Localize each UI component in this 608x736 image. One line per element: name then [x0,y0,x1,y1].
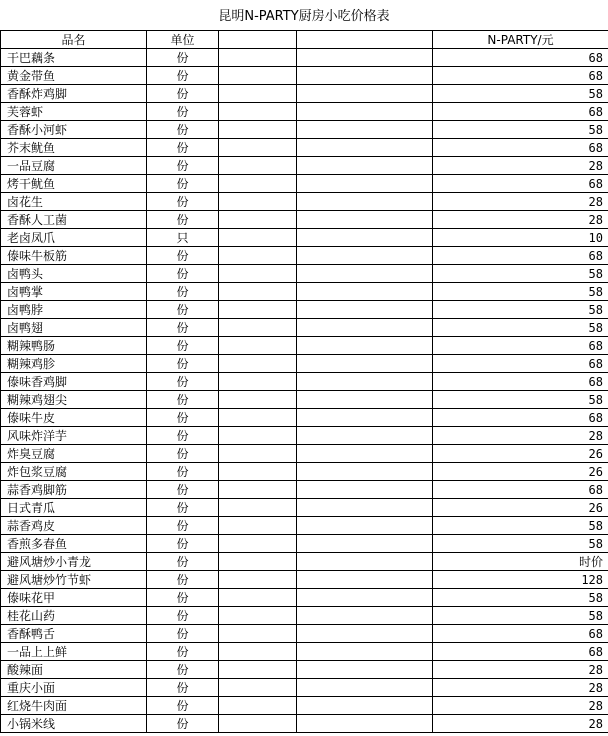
table-row [1,427,608,445]
table-row [1,301,608,319]
cell-empty[interactable] [297,715,433,733]
table-row [1,229,608,247]
cell-empty[interactable] [219,67,297,85]
cell-empty[interactable] [219,481,297,499]
cell-empty[interactable] [219,697,297,715]
table-row [1,193,608,211]
cell-price[interactable]: 58 [433,607,608,625]
cell-price[interactable]: 68 [433,355,608,373]
cell-empty[interactable] [297,517,433,535]
cell-empty[interactable] [219,589,297,607]
cell-price[interactable]: 26 [433,445,608,463]
cell-name[interactable]: 傣味牛板筋 [1,247,147,265]
cell-price[interactable]: 58 [433,85,608,103]
cell-unit[interactable]: 份 [147,247,219,265]
cell-empty[interactable] [297,139,433,157]
cell-empty[interactable] [219,373,297,391]
cell-name[interactable]: 小锅米线 [1,715,147,733]
cell-empty[interactable] [297,103,433,121]
cell-price[interactable]: 58 [433,265,608,283]
cell-empty[interactable] [297,535,433,553]
table-row [1,373,608,391]
cell-empty[interactable] [297,67,433,85]
cell-empty[interactable] [219,283,297,301]
table-row [1,283,608,301]
cell-price[interactable]: 68 [433,139,608,157]
table-row [1,247,608,265]
cell-name[interactable]: 卤鸭头 [1,265,147,283]
cell-price[interactable]: 68 [433,247,608,265]
table-row [1,661,608,679]
cell-empty[interactable] [219,427,297,445]
cell-empty[interactable] [297,373,433,391]
cell-unit[interactable]: 份 [147,697,219,715]
cell-unit[interactable]: 份 [147,67,219,85]
cell-empty[interactable] [219,463,297,481]
cell-price[interactable]: 68 [433,175,608,193]
cell-name[interactable]: 香酥炸鸡脚 [1,85,147,103]
cell-empty[interactable] [297,589,433,607]
cell-name[interactable]: 干巴藕条 [1,49,147,67]
cell-empty[interactable] [219,409,297,427]
table-row [1,625,608,643]
cell-name[interactable]: 香煎多春鱼 [1,535,147,553]
cell-empty[interactable] [219,643,297,661]
cell-price[interactable]: 68 [433,337,608,355]
cell-price[interactable]: 68 [433,409,608,427]
table-row [1,67,608,85]
cell-empty[interactable] [219,319,297,337]
cell-price[interactable]: 68 [433,49,608,67]
cell-name[interactable]: 糊辣鸭肠 [1,337,147,355]
cell-unit[interactable]: 份 [147,589,219,607]
cell-price[interactable]: 68 [433,481,608,499]
cell-name[interactable]: 蒜香鸡脚筋 [1,481,147,499]
table-row [1,643,608,661]
cell-unit[interactable]: 份 [147,643,219,661]
cell-empty[interactable] [219,229,297,247]
cell-empty[interactable] [219,193,297,211]
cell-empty[interactable] [219,571,297,589]
cell-empty[interactable] [219,121,297,139]
cell-empty[interactable] [297,625,433,643]
cell-empty[interactable] [219,265,297,283]
cell-empty[interactable] [219,661,297,679]
cell-empty[interactable] [219,445,297,463]
cell-price[interactable]: 28 [433,679,608,697]
table-row [1,517,608,535]
cell-price[interactable]: 28 [433,715,608,733]
cell-unit[interactable]: 份 [147,193,219,211]
table-row [1,337,608,355]
cell-empty[interactable] [219,157,297,175]
cell-unit[interactable]: 份 [147,373,219,391]
cell-unit[interactable]: 份 [147,481,219,499]
cell-empty[interactable] [297,679,433,697]
cell-empty[interactable] [297,697,433,715]
cell-unit[interactable]: 份 [147,715,219,733]
table-body [1,49,608,733]
cell-unit[interactable]: 份 [147,337,219,355]
cell-unit[interactable]: 份 [147,283,219,301]
cell-empty[interactable] [219,517,297,535]
cell-name[interactable]: 避风塘炒竹节虾 [1,571,147,589]
cell-name[interactable]: 傣味香鸡脚 [1,373,147,391]
cell-price[interactable]: 68 [433,103,608,121]
cell-price[interactable]: 10 [433,229,608,247]
cell-unit[interactable]: 份 [147,85,219,103]
cell-name[interactable]: 老卤凤爪 [1,229,147,247]
cell-price[interactable]: 68 [433,67,608,85]
cell-empty[interactable] [297,283,433,301]
cell-unit[interactable]: 份 [147,571,219,589]
cell-price[interactable]: 26 [433,499,608,517]
cell-unit[interactable]: 份 [147,319,219,337]
cell-unit[interactable]: 份 [147,661,219,679]
cell-price[interactable]: 28 [433,211,608,229]
cell-unit[interactable]: 份 [147,625,219,643]
cell-unit[interactable]: 份 [147,445,219,463]
cell-name[interactable]: 避风塘炒小青龙 [1,553,147,571]
cell-empty[interactable] [297,481,433,499]
cell-empty[interactable] [219,499,297,517]
table-row [1,157,608,175]
cell-name[interactable]: 香酥鸭舌 [1,625,147,643]
cell-empty[interactable] [297,463,433,481]
cell-empty[interactable] [297,445,433,463]
cell-unit[interactable]: 份 [147,103,219,121]
cell-empty[interactable] [219,211,297,229]
cell-empty[interactable] [297,355,433,373]
cell-unit[interactable]: 份 [147,391,219,409]
cell-empty[interactable] [219,139,297,157]
cell-name[interactable]: 傣味牛皮 [1,409,147,427]
cell-unit[interactable]: 份 [147,553,219,571]
cell-price[interactable]: 时价 [433,553,608,571]
cell-name[interactable]: 香酥小河虾 [1,121,147,139]
table-row [1,355,608,373]
cell-empty[interactable] [219,301,297,319]
cell-name[interactable]: 卤鸭掌 [1,283,147,301]
cell-name[interactable]: 烤干鱿鱼 [1,175,147,193]
cell-price[interactable]: 28 [433,427,608,445]
cell-empty[interactable] [297,121,433,139]
cell-empty[interactable] [297,319,433,337]
cell-price[interactable]: 58 [433,121,608,139]
table-row [1,571,608,589]
cell-name[interactable]: 蒜香鸡皮 [1,517,147,535]
cell-empty[interactable] [297,499,433,517]
sheet-title: 昆明N-PARTY厨房小吃价格表 [218,9,390,24]
cell-unit[interactable]: 份 [147,535,219,553]
table-row [1,679,608,697]
cell-price[interactable]: 128 [433,571,608,589]
cell-unit[interactable]: 份 [147,679,219,697]
cell-unit[interactable]: 份 [147,607,219,625]
cell-empty[interactable] [297,193,433,211]
cell-price[interactable]: 58 [433,535,608,553]
table-row [1,265,608,283]
table-row [1,409,608,427]
cell-name[interactable]: 卤花生 [1,193,147,211]
cell-name[interactable]: 卤鸭脖 [1,301,147,319]
cell-name[interactable]: 日式青瓜 [1,499,147,517]
price-table [0,30,608,733]
cell-name[interactable]: 炸臭豆腐 [1,445,147,463]
cell-unit[interactable]: 份 [147,355,219,373]
cell-empty[interactable] [297,409,433,427]
cell-price[interactable]: 58 [433,391,608,409]
table-row [1,103,608,121]
cell-empty[interactable] [219,607,297,625]
cell-empty[interactable] [297,265,433,283]
table-row [1,49,608,67]
cell-unit[interactable]: 份 [147,211,219,229]
cell-empty[interactable] [297,643,433,661]
cell-price[interactable]: 68 [433,643,608,661]
cell-empty[interactable] [297,229,433,247]
cell-empty[interactable] [219,679,297,697]
cell-name[interactable]: 糊辣鸡翅尖 [1,391,147,409]
cell-unit[interactable]: 份 [147,409,219,427]
header-empty-2[interactable] [297,31,433,49]
table-row [1,445,608,463]
cell-price[interactable]: 26 [433,463,608,481]
cell-name[interactable]: 黄金带鱼 [1,67,147,85]
cell-price[interactable]: 58 [433,589,608,607]
cell-empty[interactable] [297,301,433,319]
header-unit[interactable]: 单位 [147,31,219,49]
cell-price[interactable]: 28 [433,661,608,679]
header-row [1,31,608,49]
cell-empty[interactable] [297,85,433,103]
cell-empty[interactable] [219,49,297,67]
cell-price[interactable]: 58 [433,319,608,337]
cell-empty[interactable] [219,85,297,103]
cell-empty[interactable] [219,355,297,373]
cell-price[interactable]: 68 [433,373,608,391]
table-row [1,319,608,337]
cell-empty[interactable] [219,247,297,265]
cell-name[interactable]: 桂花山药 [1,607,147,625]
cell-price[interactable]: 28 [433,193,608,211]
table-row [1,139,608,157]
cell-name[interactable]: 炸包浆豆腐 [1,463,147,481]
cell-empty[interactable] [297,337,433,355]
table-row [1,553,608,571]
cell-empty[interactable] [219,715,297,733]
table-row [1,715,608,733]
table-row [1,391,608,409]
cell-name[interactable]: 卤鸭翅 [1,319,147,337]
table-row [1,481,608,499]
cell-price[interactable]: 58 [433,517,608,535]
cell-unit[interactable]: 份 [147,139,219,157]
cell-empty[interactable] [219,175,297,193]
cell-price[interactable]: 58 [433,283,608,301]
cell-price[interactable]: 58 [433,301,608,319]
table-row [1,463,608,481]
table-row [1,697,608,715]
table-row [1,85,608,103]
cell-name[interactable]: 芙蓉虾 [1,103,147,121]
cell-name[interactable]: 傣味花甲 [1,589,147,607]
cell-empty[interactable] [297,175,433,193]
cell-empty[interactable] [219,553,297,571]
cell-empty[interactable] [297,427,433,445]
cell-name[interactable]: 一品豆腐 [1,157,147,175]
cell-unit[interactable]: 份 [147,463,219,481]
cell-empty[interactable] [297,571,433,589]
header-name[interactable]: 品名 [1,31,147,49]
cell-price[interactable]: 28 [433,697,608,715]
header-price[interactable]: N-PARTY/元 [433,31,608,49]
cell-empty[interactable] [297,211,433,229]
cell-empty[interactable] [297,661,433,679]
cell-unit[interactable]: 份 [147,517,219,535]
cell-empty[interactable] [297,391,433,409]
table-row [1,121,608,139]
table-row [1,211,608,229]
cell-empty[interactable] [297,49,433,67]
cell-empty[interactable] [219,535,297,553]
cell-price[interactable]: 28 [433,157,608,175]
cell-unit[interactable]: 只 [147,229,219,247]
table-row [1,499,608,517]
cell-unit[interactable]: 份 [147,427,219,445]
cell-empty[interactable] [219,391,297,409]
cell-unit[interactable]: 份 [147,157,219,175]
cell-empty[interactable] [297,553,433,571]
cell-name[interactable]: 重庆小面 [1,679,147,697]
cell-empty[interactable] [219,625,297,643]
table-row [1,607,608,625]
cell-empty[interactable] [297,157,433,175]
cell-name[interactable]: 糊辣鸡胗 [1,355,147,373]
cell-empty[interactable] [219,103,297,121]
cell-price[interactable]: 68 [433,625,608,643]
cell-unit[interactable]: 份 [147,301,219,319]
cell-empty[interactable] [297,607,433,625]
cell-name[interactable]: 一品上上鲜 [1,643,147,661]
cell-name[interactable]: 酸辣面 [1,661,147,679]
cell-unit[interactable]: 份 [147,499,219,517]
cell-name[interactable]: 风味炸洋芋 [1,427,147,445]
cell-name[interactable]: 芥末鱿鱼 [1,139,147,157]
cell-unit[interactable]: 份 [147,121,219,139]
cell-unit[interactable]: 份 [147,175,219,193]
cell-unit[interactable]: 份 [147,265,219,283]
table-row [1,535,608,553]
table-row [1,589,608,607]
table-row [1,175,608,193]
cell-unit[interactable]: 份 [147,49,219,67]
cell-name[interactable]: 红烧牛肉面 [1,697,147,715]
cell-empty[interactable] [219,337,297,355]
cell-empty[interactable] [297,247,433,265]
cell-name[interactable]: 香酥人工菌 [1,211,147,229]
header-empty-1[interactable] [219,31,297,49]
